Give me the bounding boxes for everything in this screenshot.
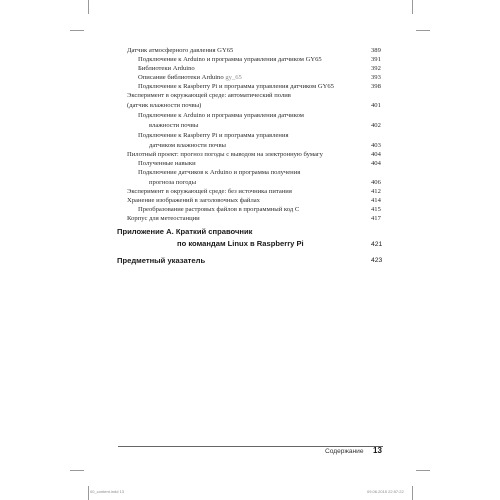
toc-page-number: 401 — [371, 102, 381, 109]
toc-entry: Подключение датчиков к Arduino и программа получения — [138, 169, 301, 176]
index-title: Предметный указатель — [117, 256, 206, 265]
appendix-subtitle: по командам Linux в Raspberry Pi — [177, 239, 304, 248]
toc-page-number: 403 — [371, 142, 381, 149]
toc-entry: Эксперимент в окружающей среде: автоматический полив — [127, 92, 291, 99]
crop-mark-bottom-right — [412, 486, 413, 500]
crop-mark-bottom-left — [88, 486, 89, 500]
crop-mark-right-top — [416, 30, 430, 31]
toc-page-number: 417 — [371, 215, 381, 222]
toc-page-number: 404 — [371, 151, 381, 158]
toc-entry: Преобразование растровых файлов в программный код C — [138, 206, 300, 213]
toc-entry-continuation: влажности почвы — [149, 122, 199, 129]
toc-page-number: 392 — [371, 65, 381, 72]
crop-mark-top-left — [88, 0, 89, 14]
toc-page-number: 391 — [371, 56, 381, 63]
toc-page-number: 404 — [371, 160, 381, 167]
toc-entry-text: Описание библиотеки Arduino — [138, 74, 226, 81]
toc-page-number: 393 — [371, 74, 381, 81]
toc-entry-continuation: датчиком влажности почвы — [149, 142, 226, 149]
index-page-number: 423 — [371, 257, 383, 264]
toc-entry: Эксперимент в окружающей среде: без источника питания — [127, 188, 292, 195]
print-slug-datetime: 09.06.2015 22:57:22 — [367, 489, 404, 494]
toc-entry-continuation: прогноза погоды — [149, 179, 197, 186]
footer-rule — [118, 446, 383, 447]
footer-section-label: Содержание — [325, 448, 364, 455]
toc-entry: Подключение к Raspberry Pi и программа управления датчиком GY65 — [138, 83, 334, 90]
toc-page-number: 415 — [371, 206, 381, 213]
toc-entry: Полученные навыки — [138, 160, 196, 167]
crop-mark-left-bottom — [70, 470, 84, 471]
toc-page-number: 412 — [371, 188, 381, 195]
toc-entry — [138, 74, 242, 81]
toc-entry: Корпус для метеостанции — [127, 215, 200, 222]
toc-page-number: 414 — [371, 197, 381, 204]
footer-page-number: 13 — [373, 446, 382, 455]
toc-entry-faded-text: gy_65 — [225, 74, 242, 81]
crop-mark-top-right — [412, 0, 413, 14]
toc-entry: Библиотеки Arduino — [138, 65, 195, 72]
toc-entry: Подключение к Arduino и программа управления датчиком — [138, 112, 304, 119]
toc-entry: Подключение к Arduino и программа управления датчиком GY65 — [138, 56, 322, 63]
crop-mark-left-top — [70, 30, 84, 31]
toc-entry: Датчик атмосферного давления GY65 — [127, 47, 234, 54]
appendix-page-number: 421 — [371, 241, 383, 248]
print-slug-file: 00_content.indd 13 — [90, 489, 125, 494]
appendix-title: Приложение A. Краткий справочник — [117, 227, 253, 236]
toc-page-number: 389 — [371, 47, 381, 54]
toc-page-number: 406 — [371, 179, 381, 186]
toc-entry: Пилотный проект: прогноз погоды с выводом на электронную бумагу — [127, 151, 323, 158]
crop-mark-right-bottom — [416, 470, 430, 471]
toc-entry: Подключение к Raspberry Pi и программа управления — [138, 132, 289, 139]
toc-entry: Хранение изображений в заголовочных файлах — [127, 197, 260, 204]
toc-page-number: 398 — [371, 83, 381, 90]
toc-entry-continuation: (датчик влажности почвы) — [127, 102, 202, 109]
toc-page-number: 402 — [371, 122, 381, 129]
